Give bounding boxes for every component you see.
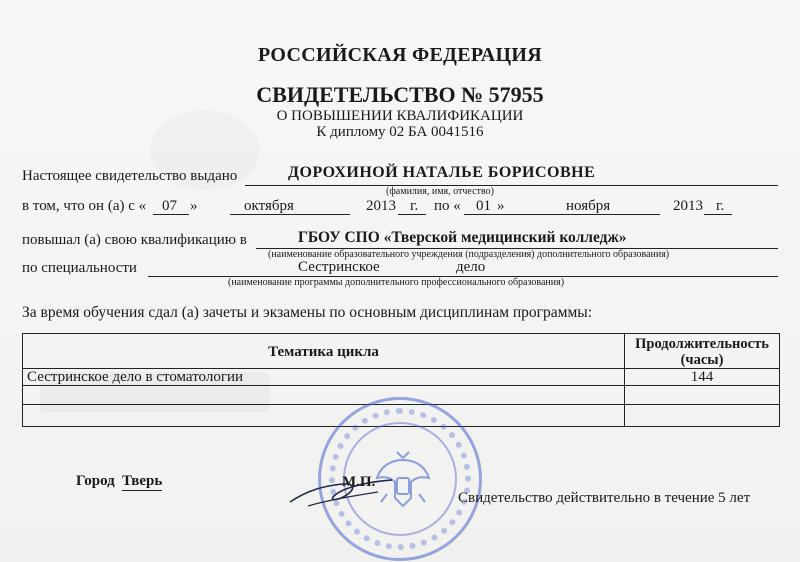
institution-hint: (наименование образовательного учреждения (подразделения) дополнительного образования) bbox=[268, 249, 670, 260]
specialty-value-a: Сестринское bbox=[298, 259, 380, 275]
end-day-close: » bbox=[497, 198, 505, 214]
country-heading: РОССИЙСКАЯ ФЕДЕРАЦИЯ bbox=[257, 44, 542, 66]
column-header-duration: Продолжительность (часы) bbox=[635, 336, 769, 368]
start-year: 2013 bbox=[366, 198, 396, 214]
institution-label: повышал (а) свою квалификацию в bbox=[22, 232, 247, 248]
specialty-label: по специальности bbox=[22, 260, 137, 276]
recipient-name: ДОРОХИНОЙ НАТАЛЬЕ БОРИСОВНЕ bbox=[288, 164, 596, 181]
city-name: Тверь bbox=[122, 473, 163, 489]
start-month: октября bbox=[244, 198, 294, 214]
certificate-title: СВИДЕТЕЛЬСТВО № 57955 bbox=[256, 82, 544, 107]
seal-label: М.П. bbox=[342, 474, 376, 490]
end-day: 01 bbox=[476, 198, 491, 214]
institution-name: ГБОУ СПО «Тверской медицинский колледж» bbox=[298, 229, 627, 246]
city-label: Город bbox=[76, 473, 115, 489]
period-prefix: в том, что он (а) с « bbox=[22, 198, 147, 214]
certificate-subtitle: О ПОВЫШЕНИИ КВАЛИФИКАЦИИ bbox=[276, 108, 524, 124]
table-row-hours: 144 bbox=[690, 369, 714, 385]
start-day-close: » bbox=[190, 198, 198, 214]
watermark bbox=[40, 372, 270, 412]
name-underline bbox=[245, 185, 778, 186]
end-year: 2013 bbox=[673, 198, 703, 214]
name-hint: (фамилия, имя, отчество) bbox=[386, 186, 494, 197]
period-to: по « bbox=[434, 198, 461, 214]
validity-note: Свидетельство действительно в течение 5 лет bbox=[458, 490, 751, 506]
table-row-topic: Сестринское дело в стоматологии bbox=[27, 369, 244, 385]
issued-label: Настоящее свидетельство выдано bbox=[22, 168, 238, 184]
column-header-topic: Тематика цикла bbox=[268, 344, 379, 360]
start-day-underline bbox=[153, 214, 189, 215]
end-month: ноября bbox=[566, 198, 611, 214]
start-day: 07 bbox=[162, 198, 177, 214]
start-year-suffix: г. bbox=[410, 198, 419, 214]
exams-intro: За время обучения сдал (а) зачеты и экзамены по основным дисциплинам программы: bbox=[22, 304, 593, 321]
specialty-hint: (наименование программы дополнительного профессионального образования) bbox=[228, 277, 565, 288]
specialty-value-b: дело bbox=[456, 259, 486, 275]
end-year-suffix: г. bbox=[716, 198, 725, 214]
diploma-reference: К диплому 02 БА 0041516 bbox=[316, 124, 484, 140]
